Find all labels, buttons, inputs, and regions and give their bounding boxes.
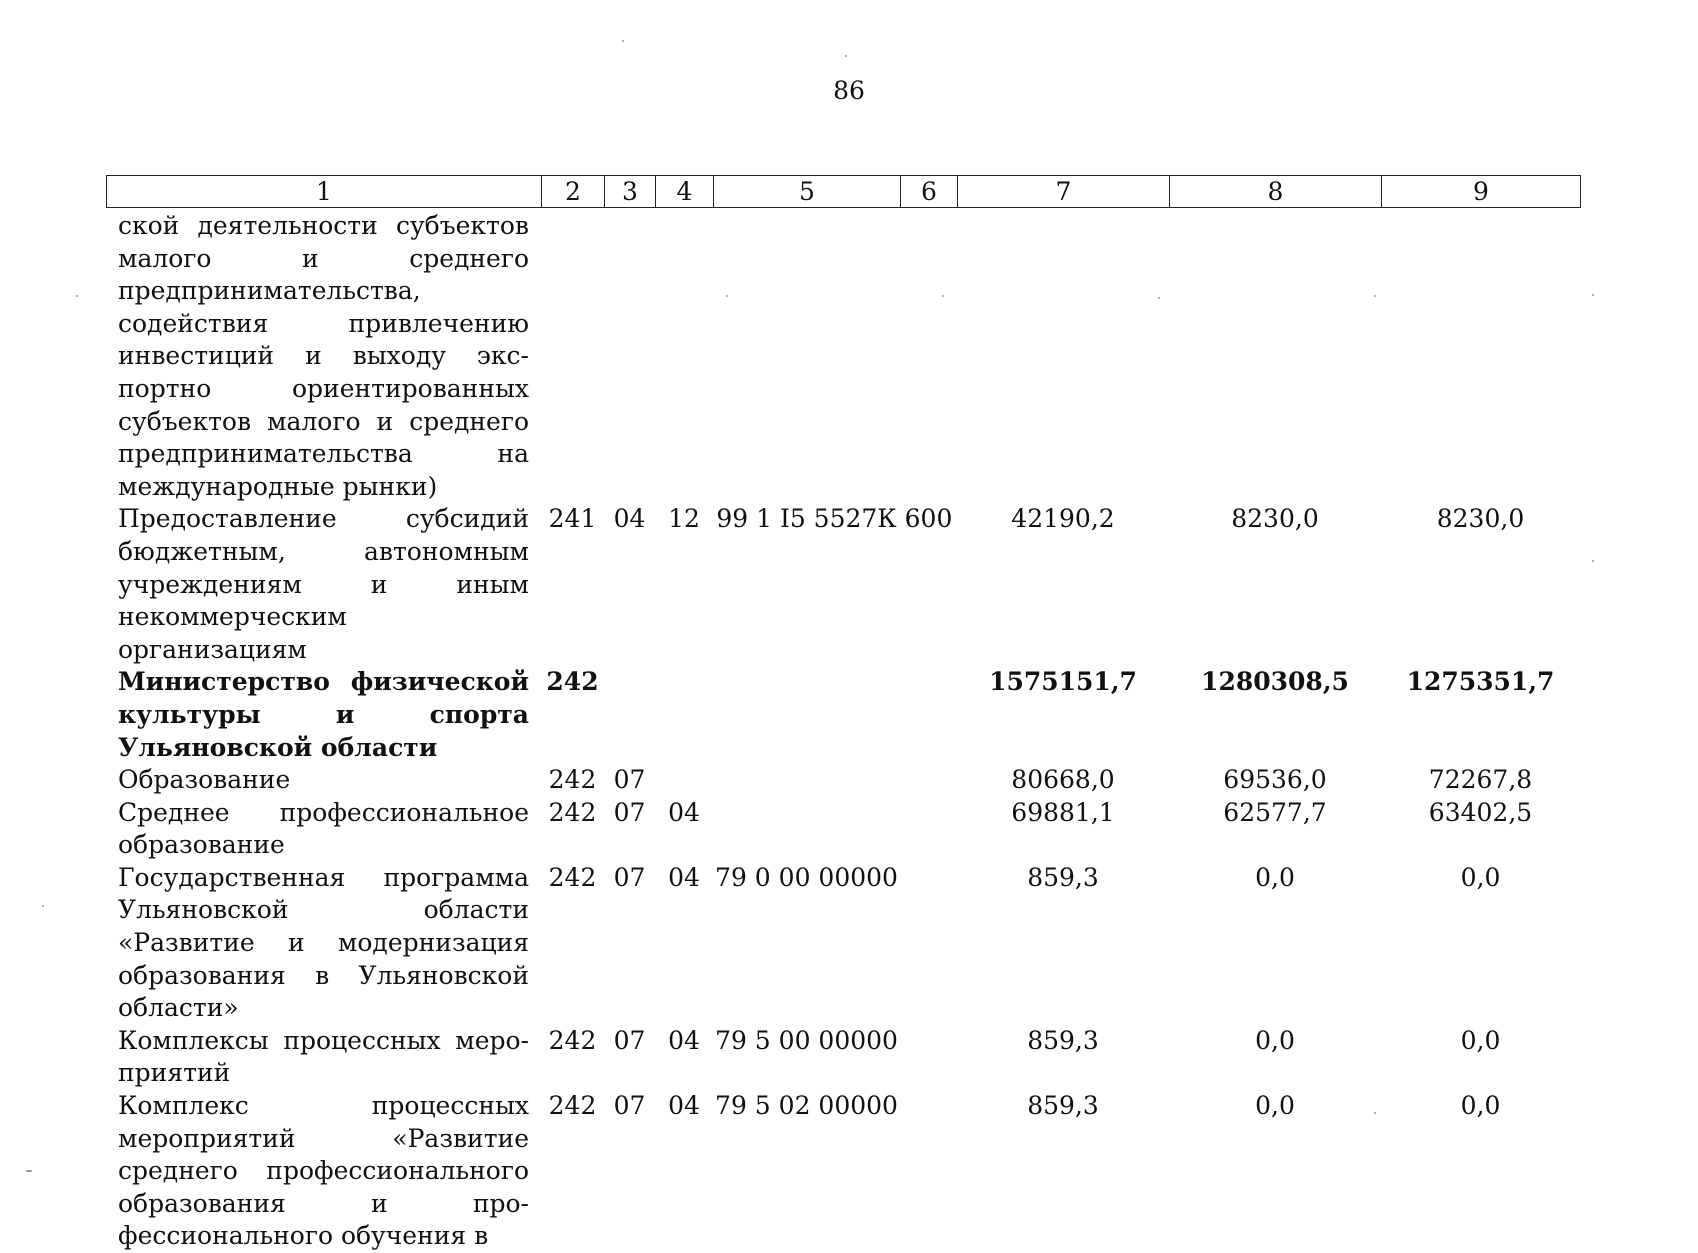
row-name: Государственная программа Ульяновской области «Развитие и модернизация образования в Ульяновской области» (118, 862, 529, 1023)
cell-amount-9: 72267,8 (1428, 765, 1533, 795)
header-col-9: 9 (1382, 176, 1581, 208)
cell-subsection (655, 210, 713, 503)
cell-target-article (713, 797, 900, 862)
table-row (106, 797, 1580, 862)
cell-grbs: 242 (548, 765, 597, 795)
scan-speck (845, 55, 847, 57)
cell-amount-8: 0,0 (1255, 1091, 1295, 1121)
cell-amount-9 (1381, 210, 1580, 503)
cell-target-article (713, 764, 900, 797)
cell-expense-type: 600 (904, 504, 953, 534)
header-col-8: 8 (1170, 176, 1382, 208)
cell-subsection (655, 764, 713, 797)
cell-amount-7: 859,3 (1027, 1091, 1099, 1121)
cell-section: 07 (613, 797, 646, 827)
cell-section: 07 (613, 765, 646, 795)
row-name: Предоставление субсидий бюджетным, автономным учреждениям и иным некоммерческим организациям (118, 504, 529, 664)
header-col-5: 5 (714, 176, 901, 208)
budget-table (106, 210, 1580, 1253)
scan-speck (1374, 295, 1376, 297)
cell-amount-9: 0,0 (1460, 1091, 1501, 1121)
cell-expense-type (900, 862, 957, 1025)
cell-expense-type (900, 666, 957, 764)
cell-grbs: 242 (548, 1025, 597, 1055)
cell-section: 07 (613, 1091, 646, 1121)
cell-grbs: 242 (546, 667, 599, 697)
scan-speck (76, 295, 78, 297)
row-name: Среднее профессиональное образование (118, 797, 529, 860)
cell-expense-type (900, 1025, 957, 1090)
cell-amount-7 (957, 210, 1169, 503)
cell-grbs: 241 (548, 504, 597, 534)
cell-amount-8: 62577,7 (1223, 797, 1327, 827)
row-name: Образование (118, 765, 291, 795)
scan-speck (622, 40, 624, 42)
cell-subsection: 04 (668, 1091, 700, 1121)
cell-subsection: 04 (668, 862, 700, 892)
cell-target-article (713, 210, 900, 503)
table-row (106, 1090, 1580, 1253)
cell-amount-8 (1169, 210, 1381, 503)
header-row (107, 176, 1581, 208)
cell-amount-9: 0,0 (1460, 862, 1501, 892)
cell-target-article: 79 0 00 00000 (715, 862, 898, 892)
cell-subsection: 12 (668, 504, 700, 534)
scan-speck (1158, 297, 1160, 299)
cell-amount-9: 63402,5 (1428, 797, 1533, 827)
cell-grbs (541, 210, 604, 503)
header-col-6: 6 (901, 176, 958, 208)
cell-grbs: 242 (548, 1091, 597, 1121)
cell-amount-8: 1280308,5 (1201, 667, 1349, 697)
cell-target-article (713, 666, 900, 764)
row-name: Комплексы процессных мероприятий (118, 1025, 529, 1088)
cell-grbs: 242 (548, 797, 597, 827)
cell-amount-7: 859,3 (1027, 862, 1099, 892)
cell-amount-7: 859,3 (1027, 1025, 1099, 1055)
scan-speck (1592, 294, 1594, 296)
cell-subsection (655, 666, 713, 764)
page-number: 86 (833, 76, 865, 105)
cell-amount-8: 69536,0 (1223, 765, 1327, 795)
cell-expense-type (900, 797, 957, 862)
table-row (106, 862, 1580, 1025)
cell-expense-type (900, 764, 957, 797)
column-number-header (106, 175, 1581, 208)
cell-section: 07 (613, 862, 646, 892)
cell-amount-9: 8230,0 (1436, 504, 1525, 534)
cell-amount-7: 69881,1 (1011, 797, 1115, 827)
scan-speck (26, 1170, 32, 1172)
cell-subsection: 04 (668, 797, 700, 827)
cell-amount-9: 0,0 (1460, 1025, 1501, 1055)
row-name: Комплекс процессных мероприятий «Развитие среднего профессионального образования и профессионального обучения в (118, 1091, 529, 1251)
cell-amount-8: 0,0 (1255, 1025, 1295, 1055)
cell-target-article: 79 5 02 00000 (715, 1091, 898, 1121)
cell-section: 07 (613, 1025, 646, 1055)
cell-section: 04 (613, 504, 646, 534)
cell-amount-8: 8230,0 (1231, 504, 1319, 534)
header-col-7: 7 (958, 176, 1170, 208)
cell-amount-9: 1275351,7 (1406, 667, 1555, 697)
cell-grbs: 242 (548, 862, 597, 892)
cell-section (604, 210, 655, 503)
cell-amount-8: 0,0 (1255, 862, 1295, 892)
cell-amount-7: 80668,0 (1011, 765, 1115, 795)
header-col-1: 1 (107, 176, 542, 208)
row-name: Министерство физической культуры и спорта Ульяновской области (118, 667, 529, 762)
table-row (106, 764, 1580, 797)
cell-target-article: 99 1 I5 5527К (716, 504, 897, 534)
scan-speck (1592, 560, 1594, 562)
scan-speck (1374, 1112, 1376, 1114)
table-row (106, 1025, 1580, 1090)
table-row-ministry (106, 666, 1580, 764)
scan-speck (942, 295, 944, 297)
cell-expense-type (900, 1090, 957, 1253)
header-col-2: 2 (542, 176, 605, 208)
header-col-3: 3 (605, 176, 656, 208)
cell-subsection: 04 (668, 1025, 700, 1055)
cell-target-article: 79 5 00 00000 (715, 1025, 898, 1055)
table-row (106, 503, 1580, 666)
cell-amount-7: 42190,2 (1011, 504, 1115, 534)
cell-amount-7: 1575151,7 (989, 667, 1137, 697)
scan-speck (726, 295, 728, 297)
table-row (106, 210, 1580, 503)
scan-speck (42, 905, 44, 907)
row-name: ской деятельности субъектов малого и среднего предпринимательства, содействия привлечению инвестиций и выходу экспортно ориентированных субъектов малого и среднего предпринимательства на международные рынки) (118, 211, 529, 501)
cell-section (604, 666, 655, 764)
cell-expense-type (900, 210, 957, 503)
header-col-4: 4 (656, 176, 714, 208)
